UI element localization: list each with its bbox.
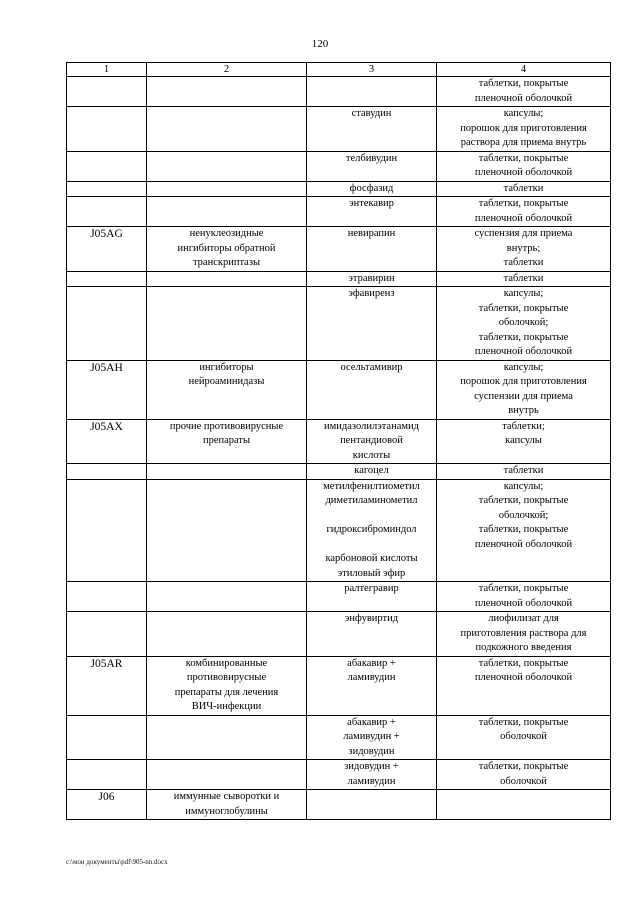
group-name-cell <box>147 287 307 361</box>
drug-name-text: абакавир + ламивудин <box>347 657 396 683</box>
drug-name-text: этравирин <box>348 272 395 284</box>
group-name-cell <box>147 151 307 181</box>
drug-name-cell <box>307 790 437 820</box>
drug-name-cell <box>307 181 437 197</box>
drug-name-text: телбивудин <box>345 152 398 164</box>
atc-code-cell <box>67 790 147 820</box>
atc-code-cell <box>67 181 147 197</box>
group-name-text: иммунные сыворотки и иммуноглобулины <box>173 791 280 817</box>
atc-code-cell <box>67 287 147 361</box>
column-header-3: 3 <box>307 63 437 77</box>
drug-name-text: зидовудин + ламивудин <box>344 761 399 787</box>
atc-code-cell <box>67 197 147 227</box>
drug-name-text: невирапин <box>347 228 396 239</box>
group-name-cell <box>147 227 307 272</box>
column-header-2: 2 <box>147 63 307 77</box>
group-name-cell <box>147 107 307 152</box>
group-name-cell <box>147 656 307 715</box>
table-row <box>67 479 611 582</box>
atc-code-cell <box>67 360 147 419</box>
drug-name-text: фосфазид <box>349 182 394 194</box>
table-row <box>67 107 611 152</box>
drug-name-cell <box>307 582 437 612</box>
atc-code-text: J05AH <box>90 361 123 374</box>
dosage-form-text: таблетки <box>503 465 544 476</box>
table-row <box>67 582 611 612</box>
drug-name-cell <box>307 151 437 181</box>
dosage-form-text: капсулы; порошок для приготовления суспензии для приема внутрь <box>460 361 587 416</box>
drug-name-cell <box>307 464 437 480</box>
table-row <box>67 227 611 272</box>
atc-code-cell <box>67 479 147 582</box>
dosage-form-cell <box>437 271 611 287</box>
drug-name-text: абакавир + ламивудин + зидовудин <box>343 716 400 757</box>
drug-name-cell <box>307 760 437 790</box>
table-header-row <box>67 63 611 77</box>
dosage-form-cell <box>437 77 611 107</box>
dosage-form-cell <box>437 464 611 480</box>
dosage-form-cell <box>437 582 611 612</box>
group-name-text: комбинированные противовирусные препараты для лечения ВИЧ-инфекции <box>174 657 279 712</box>
dosage-form-text: суспензия для приема внутрь; таблетки <box>474 228 573 268</box>
drug-name-text: метилфенилтиометил диметиламинометил гидроксиброминдол карбоновой кислоты этиловый эфир <box>323 480 420 579</box>
dosage-form-cell <box>437 715 611 760</box>
dosage-form-text: таблетки, покрытые пленочной оболочкой <box>474 657 573 683</box>
table-row <box>67 181 611 197</box>
dosage-form-cell <box>437 479 611 582</box>
atc-code-text: J06 <box>98 791 115 803</box>
group-name-cell <box>147 181 307 197</box>
column-header-1: 1 <box>67 63 147 77</box>
table-row <box>67 612 611 657</box>
atc-code-text: J05AX <box>90 420 123 433</box>
atc-code-cell <box>67 464 147 480</box>
drug-name-cell <box>307 360 437 419</box>
atc-code-text: J05AR <box>90 657 123 670</box>
group-name-cell <box>147 419 307 464</box>
drug-name-text: кагоцел <box>354 465 389 476</box>
drug-name-cell <box>307 612 437 657</box>
drug-name-cell <box>307 271 437 287</box>
atc-code-cell <box>67 271 147 287</box>
table-row <box>67 287 611 361</box>
dosage-form-text: таблетки, покрытые оболочкой <box>478 761 569 787</box>
dosage-form-cell <box>437 656 611 715</box>
dosage-form-text: капсулы; таблетки, покрытые оболочкой; таблетки, покрытые пленочной оболочкой <box>474 288 573 357</box>
atc-code-cell <box>67 107 147 152</box>
group-name-cell <box>147 197 307 227</box>
drug-name-cell <box>307 107 437 152</box>
dosage-form-cell <box>437 790 611 820</box>
dosage-form-text: таблетки, покрытые пленочной оболочкой <box>474 198 573 224</box>
drug-name-text: имидазолилэтанамид пентандиовой кислоты <box>324 420 419 461</box>
dosage-form-text: таблетки <box>503 272 544 284</box>
group-name-cell <box>147 760 307 790</box>
table-row <box>67 151 611 181</box>
group-name-text: ненуклеозидные ингибиторы обратной транскриптазы <box>177 228 276 268</box>
dosage-form-cell <box>437 107 611 152</box>
drug-name-text: энтекавир <box>349 198 394 209</box>
drug-name-text: ралтегравир <box>344 583 399 594</box>
dosage-form-text: капсулы; таблетки, покрытые оболочкой; таблетки, покрытые пленочной оболочкой <box>474 480 573 550</box>
drug-table <box>66 62 611 820</box>
table-body <box>67 77 611 820</box>
table-row <box>67 656 611 715</box>
dosage-form-cell <box>437 760 611 790</box>
dosage-form-text: таблетки; капсулы <box>502 420 545 446</box>
group-name-cell <box>147 464 307 480</box>
group-name-cell <box>147 77 307 107</box>
dosage-form-cell <box>437 419 611 464</box>
group-name-text: ингибиторы нейроаминидазы <box>188 361 265 387</box>
dosage-form-cell <box>437 612 611 657</box>
atc-code-cell <box>67 760 147 790</box>
drug-name-cell <box>307 227 437 272</box>
table-row <box>67 760 611 790</box>
drug-name-cell <box>307 419 437 464</box>
atc-code-cell <box>67 227 147 272</box>
group-name-text: прочие противовирусные препараты <box>169 420 284 446</box>
dosage-form-text: капсулы; порошок для приготовления раствора для приема внутрь <box>460 108 587 148</box>
drug-name-cell <box>307 197 437 227</box>
table-row <box>67 271 611 287</box>
dosage-form-cell <box>437 181 611 197</box>
atc-code-cell <box>67 582 147 612</box>
drug-name-cell <box>307 479 437 582</box>
table-row <box>67 464 611 480</box>
drug-name-cell <box>307 287 437 361</box>
dosage-form-cell <box>437 227 611 272</box>
dosage-form-cell <box>437 360 611 419</box>
drug-name-text: энфувиртид <box>344 613 399 624</box>
table-row <box>67 715 611 760</box>
atc-code-cell <box>67 656 147 715</box>
atc-code-cell <box>67 77 147 107</box>
column-header-4: 4 <box>437 63 611 77</box>
atc-code-cell <box>67 419 147 464</box>
atc-code-text: J05AG <box>90 228 123 240</box>
file-path-footer: c:\мои документы\pdf\905-nn.docx <box>66 858 168 866</box>
table-row <box>67 419 611 464</box>
page-number: 120 <box>311 38 329 50</box>
table-row <box>67 360 611 419</box>
dosage-form-text: таблетки, покрытые пленочной оболочкой <box>474 152 573 178</box>
group-name-cell <box>147 790 307 820</box>
table-row <box>67 77 611 107</box>
dosage-form-text: лиофилизат для приготовления раствора для подкожного введения <box>460 613 587 653</box>
atc-code-cell <box>67 612 147 657</box>
group-name-cell <box>147 715 307 760</box>
atc-code-cell <box>67 715 147 760</box>
table-row <box>67 790 611 820</box>
group-name-cell <box>147 479 307 582</box>
dosage-form-text: таблетки, покрытые пленочной оболочкой <box>474 583 573 609</box>
dosage-form-cell <box>437 151 611 181</box>
group-name-cell <box>147 612 307 657</box>
dosage-form-text: таблетки <box>503 182 544 194</box>
dosage-form-cell <box>437 197 611 227</box>
drug-name-text: осельтамивир <box>340 361 403 373</box>
dosage-form-cell <box>437 287 611 361</box>
drug-name-cell <box>307 77 437 107</box>
dosage-form-text: таблетки, покрытые пленочной оболочкой <box>474 78 573 104</box>
drug-name-cell <box>307 656 437 715</box>
table-row <box>67 197 611 227</box>
drug-name-text: эфавиренз <box>348 288 395 299</box>
group-name-cell <box>147 582 307 612</box>
group-name-cell <box>147 271 307 287</box>
drug-name-cell <box>307 715 437 760</box>
group-name-cell <box>147 360 307 419</box>
dosage-form-text: таблетки, покрытые оболочкой <box>478 716 569 742</box>
drug-name-text: ставудин <box>351 108 392 119</box>
atc-code-cell <box>67 151 147 181</box>
